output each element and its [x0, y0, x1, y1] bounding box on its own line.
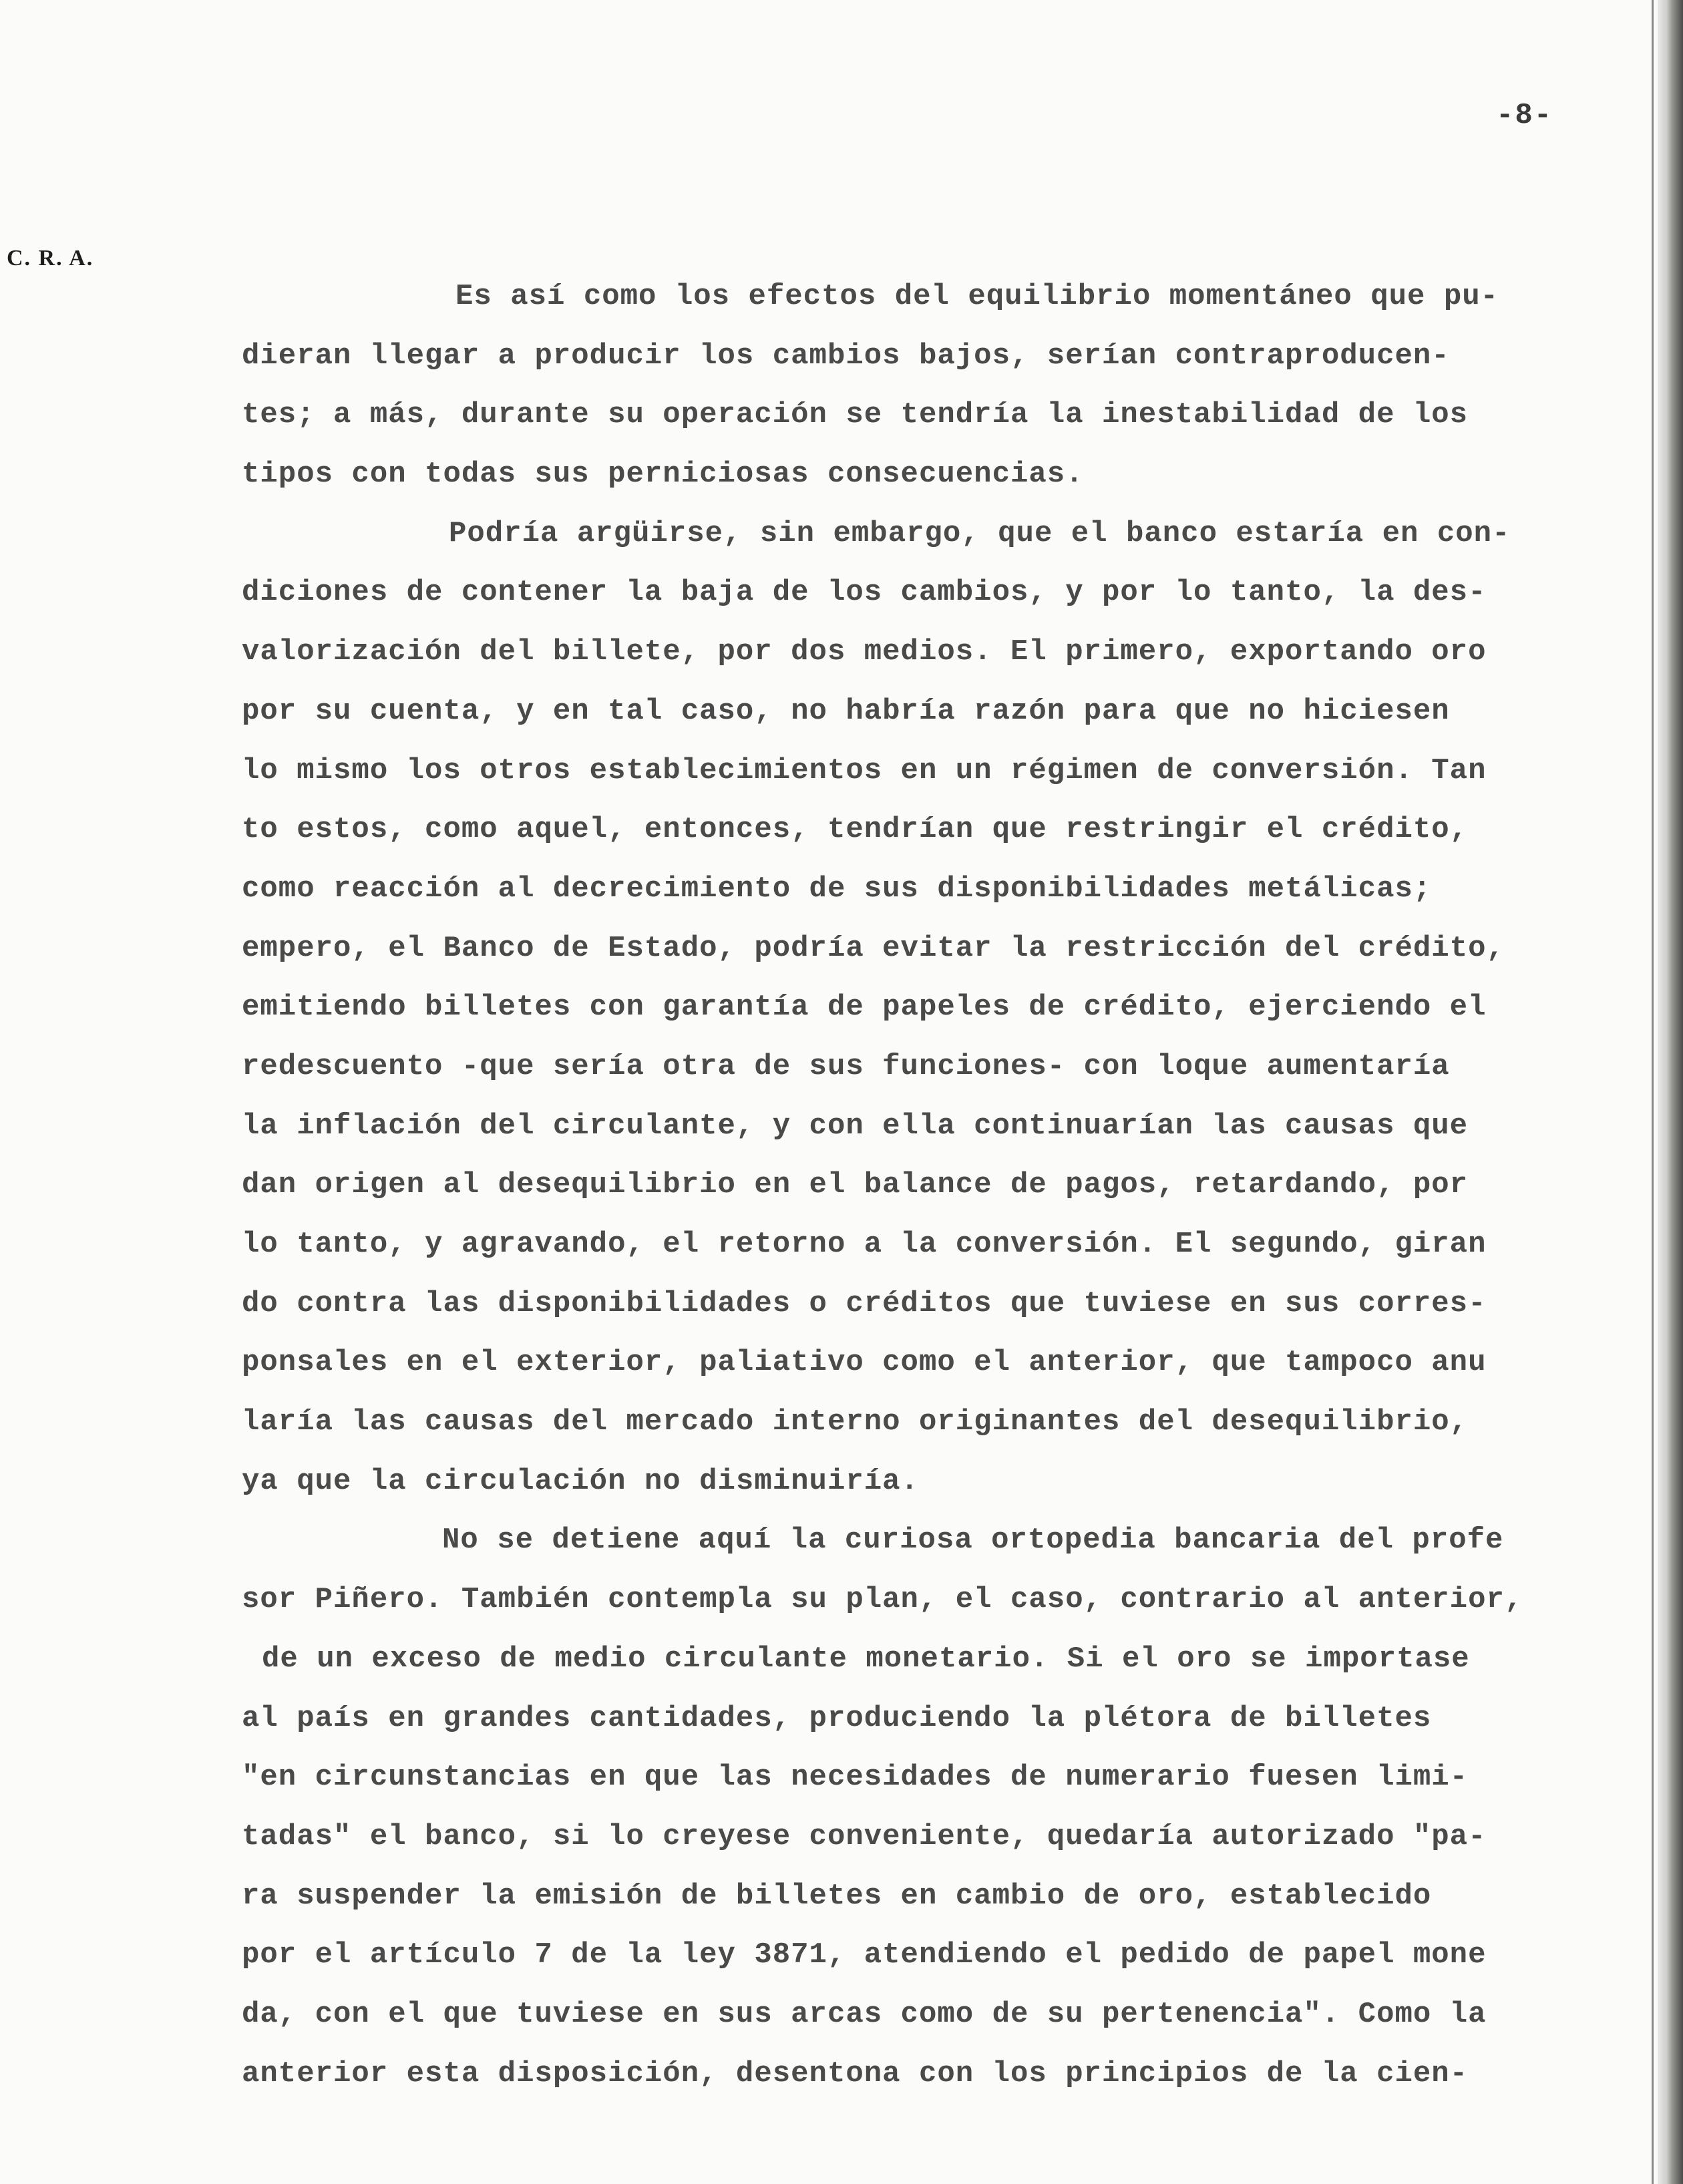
text-line: ya que la circulación no disminuiría.: [242, 1464, 919, 1498]
text-line: sor Piñero. También contempla su plan, el caso, contrario al anterior,: [242, 1583, 1523, 1617]
text-line: la inflación del circulante, y con ella continuarían las causas que: [242, 1109, 1469, 1143]
text-line: como reacción al decrecimiento de sus disponibilidades metálicas;: [242, 872, 1432, 906]
text-line: tipos con todas sus perniciosas consecuencias.: [242, 458, 1084, 492]
text-line: laría las causas del mercado interno originantes del desequilibrio,: [242, 1405, 1469, 1439]
text-line: Es así como los efectos del equilibrio momentáneo que pu-: [455, 280, 1499, 313]
text-line: da, con el que tuviese en sus arcas como de su pertenencia". Como la: [242, 1997, 1487, 2031]
text-line: por el artículo 7 de la ley 3871, atendiendo el pedido de papel mone: [242, 1938, 1487, 1972]
text-line: dan origen al desequilibrio en el balance de pagos, retardando, por: [242, 1168, 1469, 1202]
text-line: ponsales en el exterior, paliativo como el anterior, que tampoco anu: [242, 1346, 1487, 1380]
text-line: empero, el Banco de Estado, podría evitar la restricción del crédito,: [242, 931, 1505, 965]
text-line: ra suspender la emisión de billetes en cambio de oro, establecido: [242, 1879, 1432, 1913]
text-line: lo tanto, y agravando, el retorno a la conversión. El segundo, giran: [242, 1228, 1487, 1261]
text-line: tes; a más, durante su operación se tendría la inestabilidad de los: [242, 398, 1469, 432]
text-line: redescuento -que sería otra de sus funciones- con loque aumentaría: [242, 1049, 1450, 1083]
text-line: de un exceso de medio circulante monetario. Si el oro se importase: [262, 1642, 1470, 1676]
page-number: -8-: [1496, 99, 1553, 132]
text-line: anterior esta disposición, desentona con los principios de la cien-: [242, 2056, 1469, 2090]
text-line: valorización del billete, por dos medios. El primero, exportando oro: [242, 635, 1487, 669]
text-line: diciones de contener la baja de los cambios, y por lo tanto, la des-: [242, 576, 1487, 610]
text-line: No se detiene aquí la curiosa ortopedia bancaria del profe: [442, 1523, 1504, 1558]
page-edge-line: [1652, 0, 1654, 2184]
body-text: [242, 267, 1631, 2103]
text-line: al país en grandes cantidades, produciendo la plétora de billetes: [242, 1701, 1432, 1735]
text-line: to estos, como aquel, entonces, tendrían que restringir el crédito,: [242, 813, 1469, 847]
text-line: por su cuenta, y en tal caso, no habría razón para que no hiciesen: [242, 694, 1450, 728]
text-line: emitiendo billetes con garantía de papeles de crédito, ejerciendo el: [242, 990, 1487, 1025]
text-line: do contra las disponibilidades o créditos que tuviese en sus corres-: [242, 1286, 1487, 1320]
text-line: "en circunstancias en que las necesidades de numerario fuesen limi-: [242, 1761, 1469, 1795]
text-line: lo mismo los otros establecimientos en un régimen de conversión. Tan: [242, 753, 1487, 787]
text-line: Podría argüirse, sin embargo, que el banco estaría en con-: [449, 516, 1511, 550]
stamp-label: C. R. A.: [7, 246, 94, 270]
page-edge: [1658, 0, 1683, 2184]
text-line: dieran llegar a producir los cambios bajos, serían contraproducen-: [242, 339, 1450, 373]
text-line: tadas" el banco, si lo creyese conveniente, quedaría autorizado "pa-: [242, 1819, 1487, 1853]
